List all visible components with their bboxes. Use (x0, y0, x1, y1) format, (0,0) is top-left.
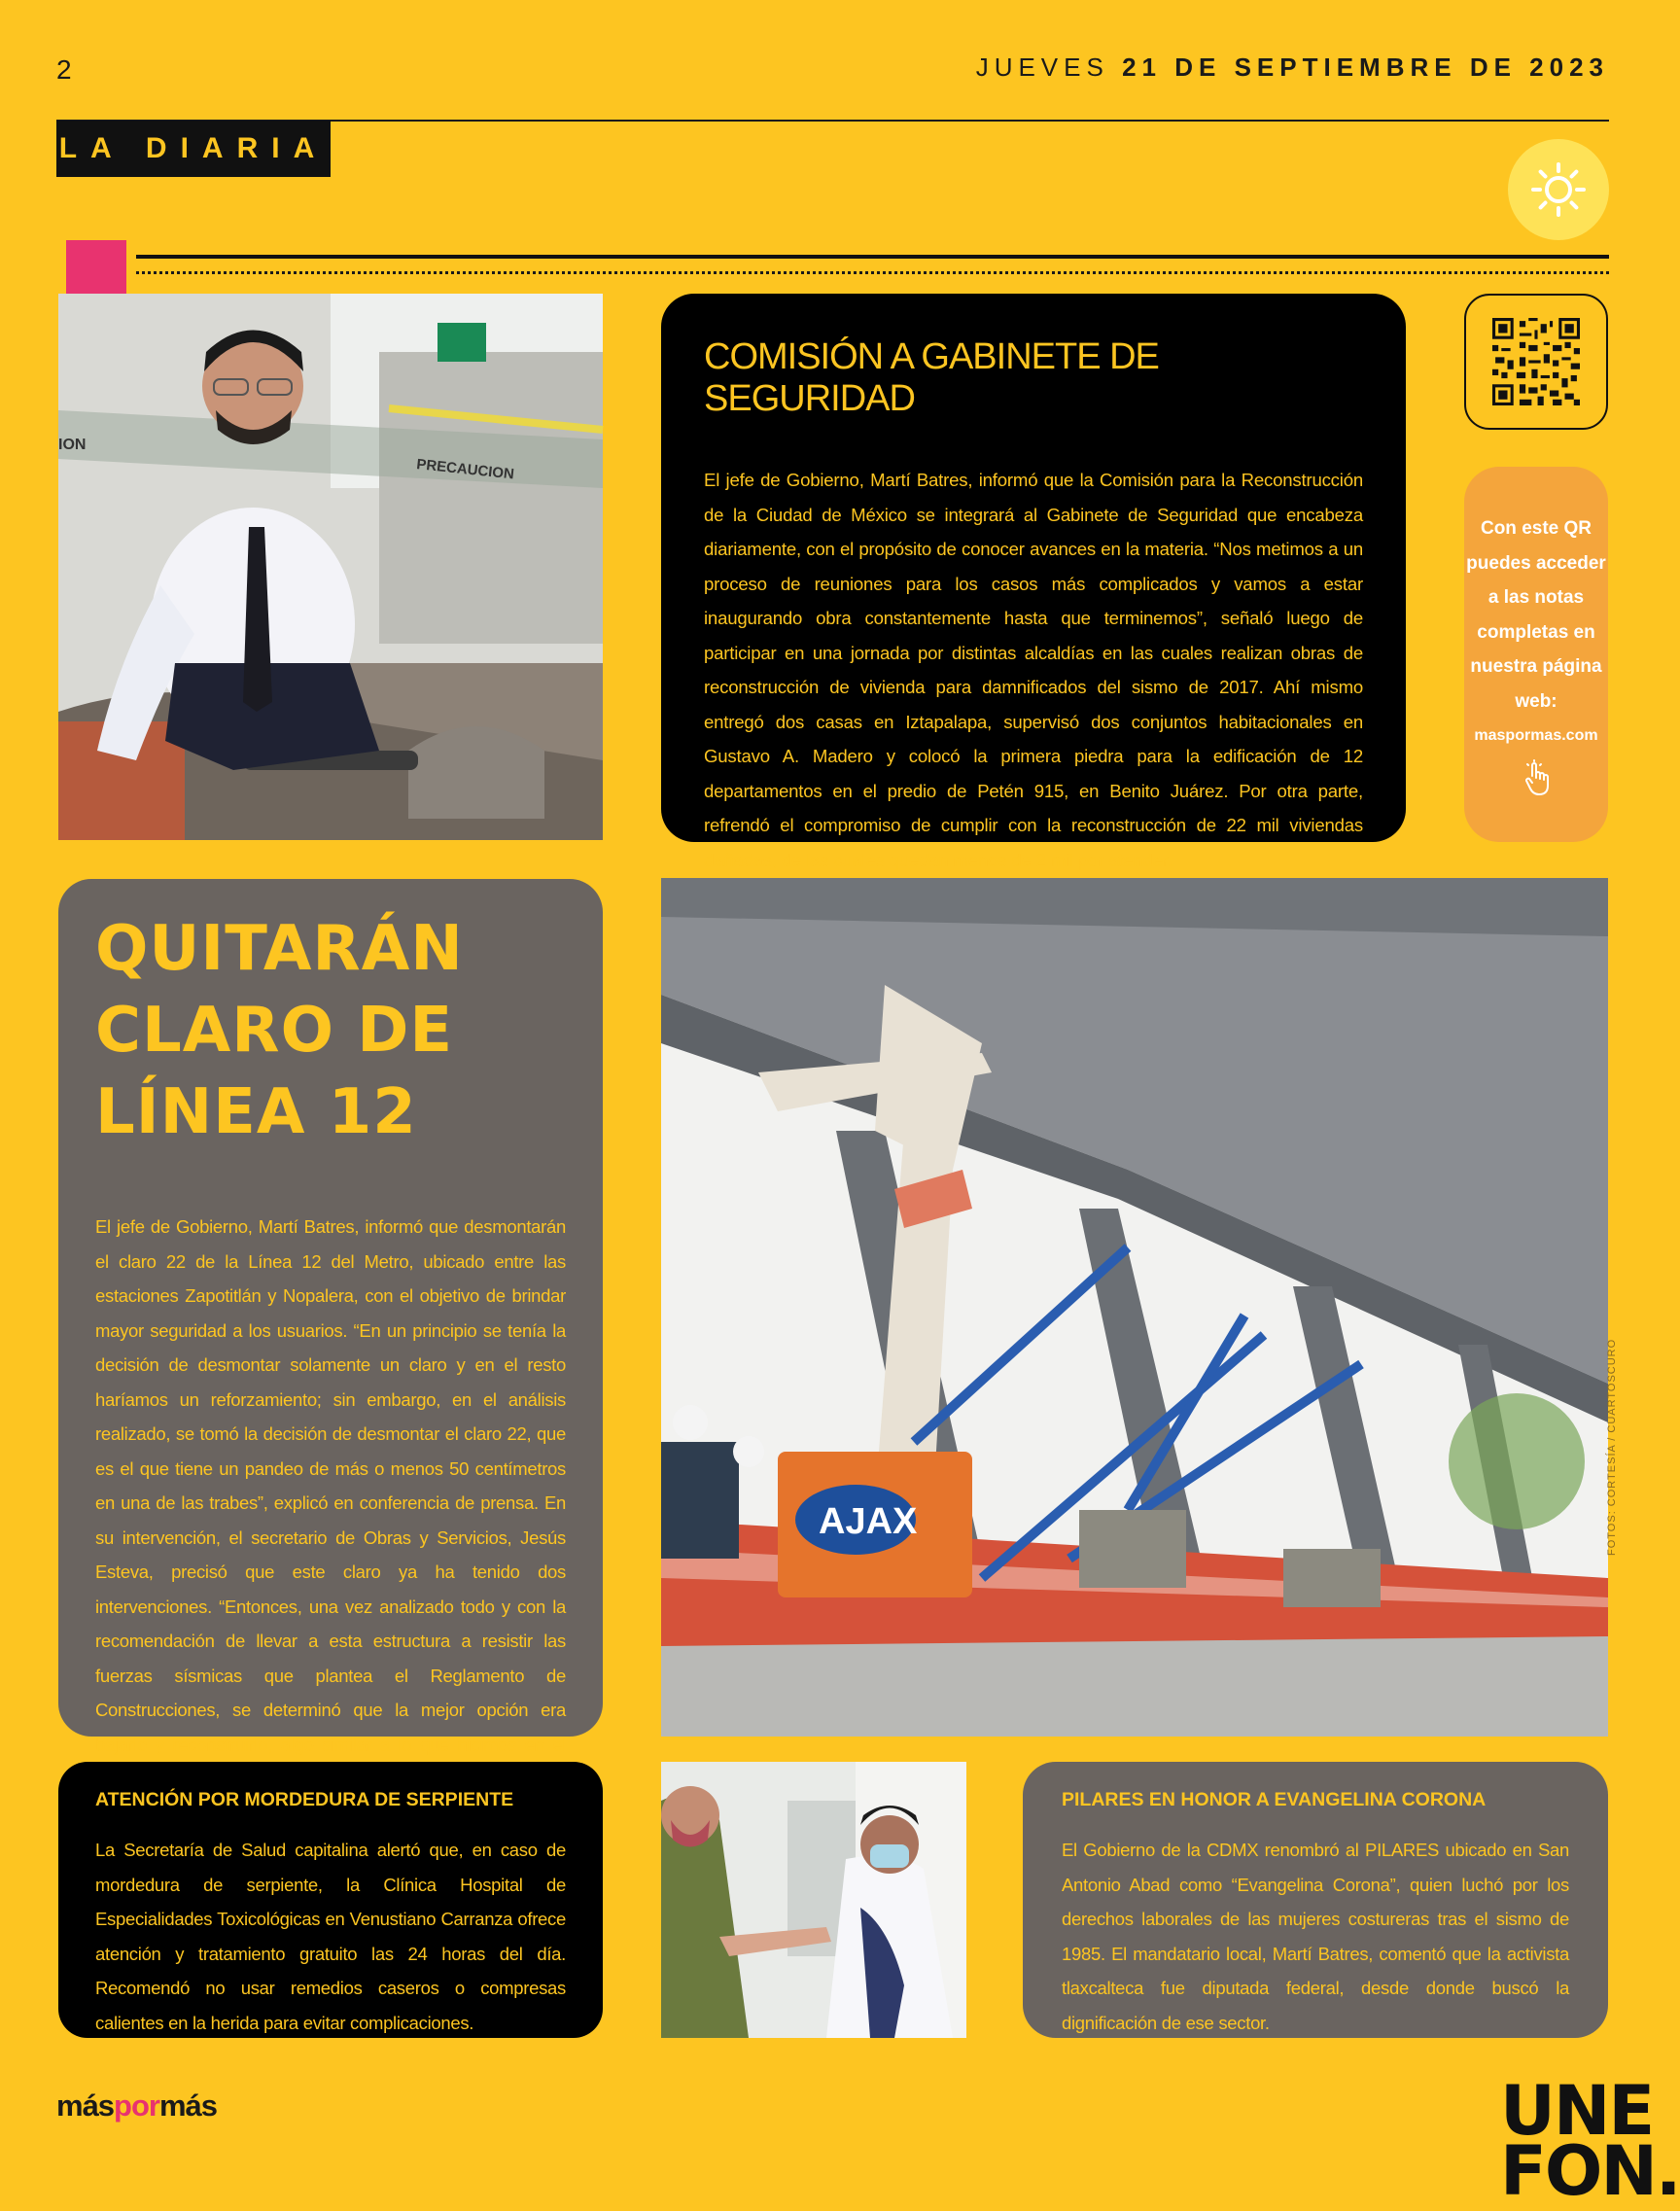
photo1-side-text: ION (58, 437, 87, 453)
story-linea12-title-line3: LÍNEA 12 (95, 1076, 417, 1148)
tap-hand-icon (1522, 760, 1551, 797)
story-comision-gabinete (661, 294, 1406, 870)
story-pilares (1023, 1762, 1608, 2038)
divider-thick (136, 255, 1609, 259)
page-number: 2 (56, 54, 72, 85)
logo-part2: por (114, 2088, 159, 2123)
story-comision-body: El jefe de Gobierno, Martí Batres, informó que la Comisión para la Reconstrucción de la Ciudad de México se integrará al Gabinete de Seguridad que encabeza diariamente, con el propósito de conocer avances en la materia. “Nos metimos a un proceso de reuniones para los casos más complicados y vamos a estar inaugurando obra constantemente hasta que terminemos”, señaló luego de participar en una jornada por distintas alcaldías en las cuales realizan obras de reconstrucción de vivienda para damnificados del sismo de 2017. Ahí mismo entregó dos casas en Iztapalapa, supervisó dos conjuntos habitacionales en Gustavo A. Madero y colocó la primera piedra para la edificación de 12 departamentos en el predio de Petén 915, en Benito Juárez. Por otra parte, refrendó el compromiso de cumplir con la reconstrucción de 22 mil viviendas dañadas, de las cuales quedan menos de 2 mil por atender. (704, 470, 1363, 870)
date-rest: 21 DE SEPTIEMBRE DE 2023 (1122, 53, 1609, 82)
qr-code-icon (1492, 318, 1580, 405)
story-serpiente-body: La Secretaría de Salud capitalina alertó que, en caso de mordedura de serpiente, la Clínica Hospital de Especialidades Toxicológicas en Venustiano Carranza ofrece atención y tratamiento gratuito las 24 horas del día. Recomendó no usar remedios caseros o compresas calientes en la herida para evitar complicaciones. (95, 1840, 566, 2033)
logo-part3: más (158, 2088, 218, 2123)
unefon-line2: FON. (1500, 2131, 1680, 2211)
date-weekday: JUEVES (975, 53, 1109, 82)
unefon-line1: UNE (1500, 2071, 1654, 2151)
photo-clinic (661, 1762, 966, 2038)
divider-dotted (136, 271, 1609, 274)
sun-icon (1508, 139, 1609, 240)
story-serpiente-title: ATENCIÓN POR MORDEDURA DE SERPIENTE (95, 1789, 514, 1810)
story-linea12 (58, 879, 603, 1755)
story-linea12-title-line2: CLARO DE (95, 995, 454, 1067)
story-linea12-body: El jefe de Gobierno, Martí Batres, informó que desmontarán el claro 22 de la Línea 12 del Metro, ubicado entre las estaciones Zapotitlán y Nopalera, con el objetivo de brindar mayor seguridad a los usuarios. “En un principio se tenía la decisión de desmontar solamente un claro y en el resto haríamos un reforzamiento; sin embargo, en el análisis realizado, se tomó la decisión de desmontar el claro 22, que es el que tiene un pandeo de más o menos 50 centímetros en una de las trabes”, explicó en conferencia de prensa. En su intervención, el secretario de Obras y Servicios, Jesús Esteva, precisó que este claro ya ha tenido dos intervenciones. “Entonces, una vez analizado todo y con la recomendación de llevar a esta estructura a resistir las fuerzas sísmicas que plantea el Reglamento de Construcciones, se determinó que la mejor opción era bajarlo y reconstruirlo, algo similar a lo que hicimos en el (95, 1216, 566, 1755)
section-label: LA DIARIA (56, 121, 331, 177)
story-pilares-body: El Gobierno de la CDMX renombró al PILARES ubicado en San Antonio Abad como “Evangelina Corona”, quien luchó por los derechos laborales de las mujeres costureras tras el sismo de 1985. El mandatario local, Martí Batres, comentó que la activista tlaxcalteca fue diputada federal, desde donde buscó la dignificación de ese sector. (1062, 1840, 1569, 2033)
story-linea12-title (95, 908, 566, 1153)
story-comision-title: COMISIÓN A GABINETE DE SEGURIDAD (704, 336, 1159, 419)
maspormas-logo (56, 2088, 217, 2123)
unefon-logo (1500, 2071, 1680, 2211)
logo-part1: más (56, 2088, 115, 2123)
qr-info-text: Con este QR puedes acceder a las notas completas en nuestra página web: (1466, 518, 1606, 712)
qr-info-panel (1464, 467, 1608, 842)
qr-url-link[interactable]: maspormas.com (1474, 727, 1598, 744)
qr-code[interactable] (1464, 294, 1608, 430)
photo-linea12-bridge (661, 878, 1608, 1737)
story-pilares-title: PILARES EN HONOR A EVANGELINA CORONA (1062, 1789, 1487, 1810)
story-serpiente (58, 1762, 603, 2038)
story-linea12-title-line1: QUITARÁN (95, 913, 464, 985)
issue-date (976, 53, 1609, 83)
photo2-sign-text: AJAX (819, 1501, 918, 1542)
photo-batres-construction (58, 294, 603, 840)
photo-credit: FOTOS: CORTESÍA / CUARTOSCURO (1606, 1338, 1618, 1556)
photo1-sign-text: PRECAUCION (415, 456, 515, 483)
